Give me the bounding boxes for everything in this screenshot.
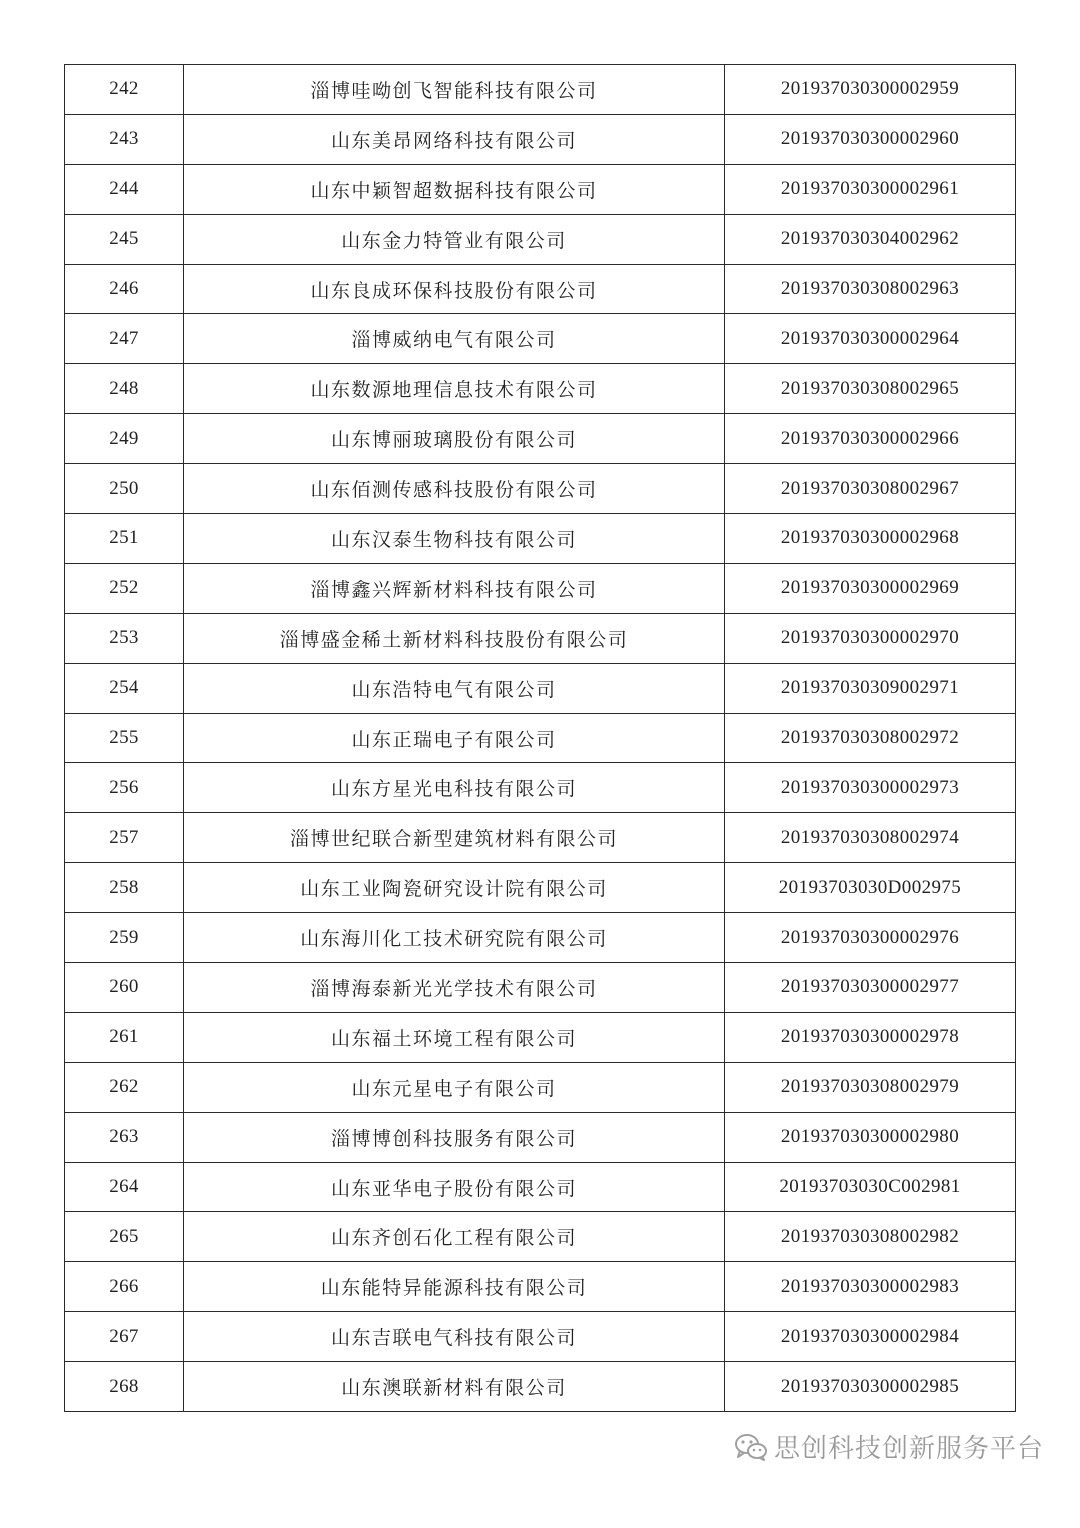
row-number: 247: [65, 314, 184, 364]
company-registry-table: [64, 64, 1016, 1412]
registration-code: 201937030300002968: [725, 514, 1016, 564]
row-number: 246: [65, 264, 184, 314]
registration-code: 201937030308002967: [725, 464, 1016, 514]
table-row: [65, 514, 1016, 564]
table-row: [65, 114, 1016, 164]
registration-code: 201937030300002961: [725, 164, 1016, 214]
registration-code: 201937030300002985: [725, 1362, 1016, 1412]
company-name: 山东海川化工技术研究院有限公司: [184, 913, 725, 963]
registration-code: 201937030304002962: [725, 214, 1016, 264]
company-name: 淄博世纪联合新型建筑材料有限公司: [184, 813, 725, 863]
registration-code: 201937030300002964: [725, 314, 1016, 364]
table-body: [65, 65, 1016, 1412]
row-number: 259: [65, 913, 184, 963]
table-row: [65, 164, 1016, 214]
registration-code: 201937030300002969: [725, 563, 1016, 613]
table-row: [65, 1262, 1016, 1312]
row-number: 245: [65, 214, 184, 264]
row-number: 249: [65, 414, 184, 464]
table-row: [65, 863, 1016, 913]
table-row: [65, 763, 1016, 813]
row-number: 254: [65, 663, 184, 713]
company-name: 山东元星电子有限公司: [184, 1062, 725, 1112]
row-number: 267: [65, 1312, 184, 1362]
table-row: [65, 713, 1016, 763]
registration-code: 201937030300002973: [725, 763, 1016, 813]
table-row: [65, 264, 1016, 314]
table-row: [65, 65, 1016, 115]
row-number: 242: [65, 65, 184, 115]
wechat-icon: [734, 1432, 768, 1462]
company-name: 山东能特异能源科技有限公司: [184, 1262, 725, 1312]
registration-code: 201937030300002978: [725, 1012, 1016, 1062]
company-name: 山东博丽玻璃股份有限公司: [184, 414, 725, 464]
registration-code: 201937030300002970: [725, 613, 1016, 663]
registration-code: 20193703030D002975: [725, 863, 1016, 913]
registration-code: 201937030300002983: [725, 1262, 1016, 1312]
company-name: 淄博鑫兴辉新材料科技有限公司: [184, 563, 725, 613]
company-name: 山东齐创石化工程有限公司: [184, 1212, 725, 1262]
company-name: 淄博海泰新光光学技术有限公司: [184, 963, 725, 1013]
watermark: [734, 1428, 1044, 1465]
row-number: 261: [65, 1012, 184, 1062]
table-row: [65, 963, 1016, 1013]
row-number: 251: [65, 514, 184, 564]
watermark-text: 思创科技创新服务平台: [773, 1434, 1044, 1464]
company-name: 山东正瑞电子有限公司: [184, 713, 725, 763]
table-row: [65, 414, 1016, 464]
company-name: 淄博盛金稀土新材料科技股份有限公司: [184, 613, 725, 663]
row-number: 244: [65, 164, 184, 214]
table-row: [65, 1162, 1016, 1212]
row-number: 268: [65, 1362, 184, 1412]
registration-code: 201937030300002976: [725, 913, 1016, 963]
company-name: 山东中颖智超数据科技有限公司: [184, 164, 725, 214]
table-row: [65, 613, 1016, 663]
row-number: 260: [65, 963, 184, 1013]
table-row: [65, 913, 1016, 963]
company-name: 山东福土环境工程有限公司: [184, 1012, 725, 1062]
table-row: [65, 1112, 1016, 1162]
row-number: 262: [65, 1062, 184, 1112]
registration-code: 201937030308002972: [725, 713, 1016, 763]
row-number: 255: [65, 713, 184, 763]
company-name: 山东吉联电气科技有限公司: [184, 1312, 725, 1362]
table-row: [65, 663, 1016, 713]
registration-code: 201937030300002980: [725, 1112, 1016, 1162]
company-name: 山东方星光电科技有限公司: [184, 763, 725, 813]
company-name: 山东澳联新材料有限公司: [184, 1362, 725, 1412]
registration-code: 201937030308002974: [725, 813, 1016, 863]
company-name: 山东数源地理信息技术有限公司: [184, 364, 725, 414]
registration-code: 201937030308002979: [725, 1062, 1016, 1112]
company-name: 山东美昂网络科技有限公司: [184, 114, 725, 164]
company-name: 山东良成环保科技股份有限公司: [184, 264, 725, 314]
company-name: 山东汉泰生物科技有限公司: [184, 514, 725, 564]
company-name: 淄博哇呦创飞智能科技有限公司: [184, 65, 725, 115]
table-row: [65, 364, 1016, 414]
registration-code: 201937030300002960: [725, 114, 1016, 164]
table-row: [65, 1362, 1016, 1412]
registration-code: 201937030300002959: [725, 65, 1016, 115]
table-row: [65, 1062, 1016, 1112]
row-number: 250: [65, 464, 184, 514]
row-number: 265: [65, 1212, 184, 1262]
registration-code: 201937030309002971: [725, 663, 1016, 713]
company-name: 山东佰测传感科技股份有限公司: [184, 464, 725, 514]
registration-code: 201937030308002982: [725, 1212, 1016, 1262]
company-name: 淄博博创科技服务有限公司: [184, 1112, 725, 1162]
row-number: 253: [65, 613, 184, 663]
registration-code: 201937030308002963: [725, 264, 1016, 314]
row-number: 266: [65, 1262, 184, 1312]
table-row: [65, 1212, 1016, 1262]
row-number: 252: [65, 563, 184, 613]
registration-code: 20193703030C002981: [725, 1162, 1016, 1212]
row-number: 263: [65, 1112, 184, 1162]
row-number: 248: [65, 364, 184, 414]
table-row: [65, 464, 1016, 514]
registration-code: 201937030300002977: [725, 963, 1016, 1013]
row-number: 256: [65, 763, 184, 813]
table-row: [65, 214, 1016, 264]
row-number: 257: [65, 813, 184, 863]
company-name: 山东金力特管业有限公司: [184, 214, 725, 264]
company-name: 山东亚华电子股份有限公司: [184, 1162, 725, 1212]
company-name: 山东浩特电气有限公司: [184, 663, 725, 713]
registration-code: 201937030300002984: [725, 1312, 1016, 1362]
company-name: 山东工业陶瓷研究设计院有限公司: [184, 863, 725, 913]
registration-code: 201937030308002965: [725, 364, 1016, 414]
registration-code: 201937030300002966: [725, 414, 1016, 464]
table-row: [65, 1312, 1016, 1362]
row-number: 264: [65, 1162, 184, 1212]
company-name: 淄博威纳电气有限公司: [184, 314, 725, 364]
table-row: [65, 1012, 1016, 1062]
table-row: [65, 813, 1016, 863]
row-number: 243: [65, 114, 184, 164]
table-row: [65, 563, 1016, 613]
table-row: [65, 314, 1016, 364]
row-number: 258: [65, 863, 184, 913]
